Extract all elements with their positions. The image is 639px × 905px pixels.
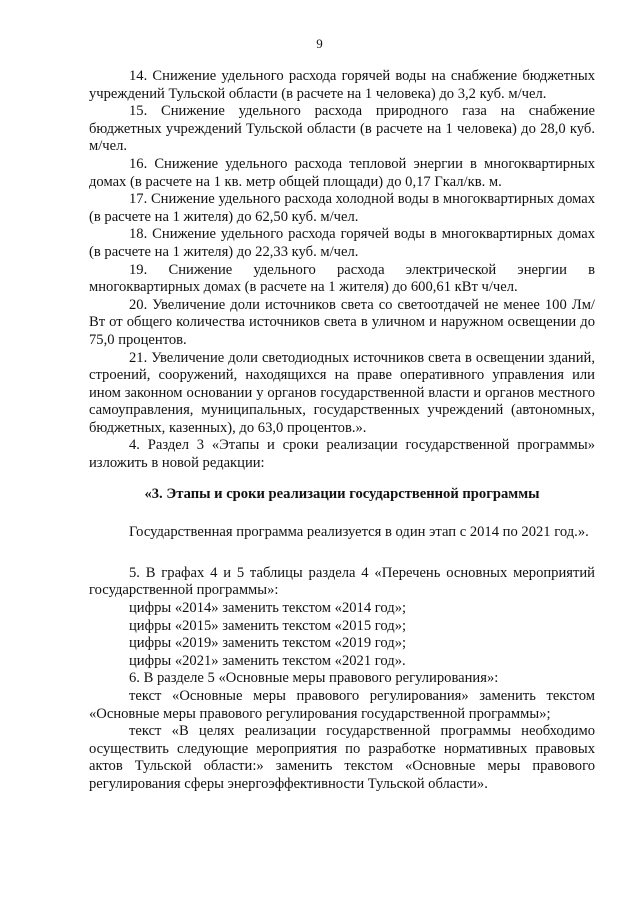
paragraph-item-19: 19. Снижение удельного расхода электрической энергии в многоквартирных домах (в расчете на 1 жителя) до 600,61 кВт ч/чел. bbox=[89, 261, 595, 296]
replacement-text-2: текст «В целях реализации государственной программы необходимо осуществить следующие мероприятия по разработке нормативных правовых актов Тульской области:» заменить текстом «Основные меры правового регулирования сферы энергоэффективности Тульской области». bbox=[89, 723, 595, 792]
replacement-line-2015: цифры «2015» заменить текстом «2015 год»; bbox=[129, 617, 407, 634]
replacement-line-2021: цифры «2021» заменить текстом «2021 год». bbox=[129, 652, 406, 669]
paragraph-item-15: 15. Снижение удельного расхода природного газа на снабжение бюджетных учреждений Тульской области (в расчете на 1 человека) до 28,0 куб. м/чел. bbox=[89, 103, 595, 155]
paragraph-amendment-4: 4. Раздел 3 «Этапы и сроки реализации государственной программы» изложить в новой редакции: bbox=[89, 437, 595, 472]
paragraph-item-14: 14. Снижение удельного расхода горячей воды на снабжение бюджетных учреждений Тульской области (в расчете на 1 человека) до 3,2 куб. м/чел. bbox=[89, 68, 595, 102]
replacement-text-1: текст «Основные меры правового регулирования» заменить текстом «Основные меры правового регулирования государственной программы»; bbox=[89, 688, 595, 722]
page-number: 9 bbox=[316, 36, 323, 51]
replacement-line-2019: цифры «2019» заменить текстом «2019 год»; bbox=[129, 635, 407, 652]
paragraph-item-21: 21. Увеличение доли светодиодных источников света в освещении зданий, строений, сооружений, находящихся на праве оперативного управления или ином законном основании у органов государственной власти и органов местного самоуправления, муниципальных, государственных учреждений (автономных, бюджетных, казенных), до 63,0 процентов.». bbox=[89, 349, 595, 436]
paragraph-item-20: 20. Увеличение доли источников света со светоотдачей не менее 100 Лм/Вт от общего количества источников света в уличном и наружном освещении до 75,0 процентов. bbox=[89, 296, 595, 348]
paragraph-program-period: Государственная программа реализуется в один этап с 2014 по 2021 год.». bbox=[129, 524, 589, 541]
paragraph-amendment-6: 6. В разделе 5 «Основные меры правового регулирования»: bbox=[129, 670, 499, 687]
paragraph-item-18: 18. Снижение удельного расхода горячей воды в многоквартирных домах (в расчете на 1 жителя) до 22,33 куб. м/чел. bbox=[89, 226, 595, 260]
section-heading: «3. Этапы и сроки реализации государственной программы bbox=[144, 485, 540, 502]
paragraph-amendment-5: 5. В графах 4 и 5 таблицы раздела 4 «Перечень основных мероприятий государственной программы»: bbox=[89, 564, 595, 599]
paragraph-item-17: 17. Снижение удельного расхода холодной воды в многоквартирных домах (в расчете на 1 жителя) до 62,50 куб. м/чел. bbox=[89, 191, 595, 225]
document-body bbox=[89, 68, 595, 794]
replacement-line-2014: цифры «2014» заменить текстом «2014 год»; bbox=[129, 600, 407, 617]
paragraph-item-16: 16. Снижение удельного расхода тепловой энергии в многоквартирных домах (в расчете на 1 кв. метр общей площади) до 0,17 Гкал/кв. м. bbox=[89, 155, 595, 190]
